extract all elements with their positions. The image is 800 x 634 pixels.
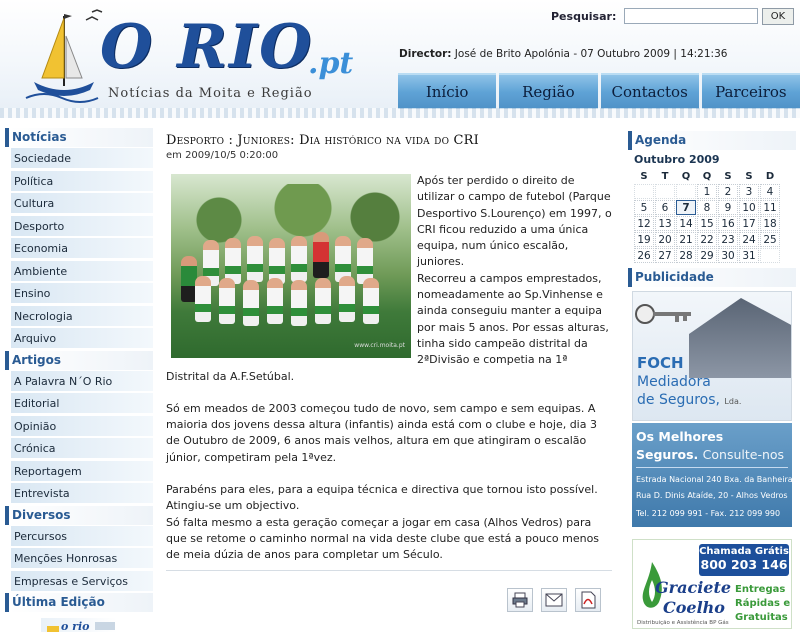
svg-text:o rio: o rio (61, 620, 90, 632)
calendar-day[interactable]: 24 (739, 232, 759, 247)
article-title: Desporto : Juniores: Dia histórico na vida do CRI (166, 133, 479, 148)
calendar-day[interactable]: 30 (718, 248, 738, 263)
sidebar-item-empresas-servicos[interactable]: Empresas e Serviços (11, 571, 153, 592)
right-sidebar (628, 131, 796, 629)
search-label: Pesquisar: (551, 10, 617, 23)
calendar-day[interactable]: 14 (676, 216, 696, 231)
article-body (166, 173, 612, 564)
weekday-sun: D (765, 170, 775, 182)
main-nav (398, 73, 800, 109)
calendar-week (634, 232, 780, 247)
printer-icon (512, 592, 528, 608)
weekday-thu: Q (702, 170, 712, 182)
section-ultima-edicao: Última Edição (5, 593, 153, 612)
ad-blue-phone: Tel. 212 099 991 - Fax. 212 099 990 (636, 509, 781, 518)
calendar-day[interactable]: 19 (634, 232, 654, 247)
calendar-day[interactable]: 5 (634, 200, 654, 215)
calendar-day[interactable]: 23 (718, 232, 738, 247)
chamada-gratis-box (699, 544, 789, 576)
director-text: José de Brito Apolónia - 07 Outubro 2009 | 14:21:36 (454, 48, 728, 60)
sidebar-item-mencoes-honrosas[interactable]: Menções Honrosas (11, 548, 153, 569)
photo-trees (171, 184, 411, 244)
ad-foch-seguros[interactable] (632, 291, 792, 421)
foch-line2 (637, 392, 741, 408)
section-noticias: Notícias (5, 128, 153, 147)
calendar (633, 168, 781, 264)
sidebar-item-opiniao[interactable]: Opinião (11, 416, 153, 437)
calendar-day[interactable]: 4 (760, 184, 780, 199)
calendar-month: Outubro 2009 (634, 153, 720, 166)
calendar-day[interactable]: 7 (676, 200, 696, 215)
logo-title[interactable]: O RIO (100, 12, 314, 82)
calendar-week (634, 184, 780, 199)
sidebar-item-economia[interactable]: Economia (11, 238, 153, 259)
sidebar-item-politica[interactable]: Política (11, 171, 153, 192)
section-diversos: Diversos (5, 506, 153, 525)
calendar-empty-cell (634, 184, 654, 199)
calendar-day[interactable]: 25 (760, 232, 780, 247)
ad-blue-line2 (636, 447, 784, 462)
calendar-day[interactable]: 20 (655, 232, 675, 247)
director-line (399, 48, 727, 60)
weekday-sat: S (745, 170, 753, 182)
sidebar-item-cultura[interactable]: Cultura (11, 193, 153, 214)
calendar-day[interactable]: 6 (655, 200, 675, 215)
sidebar-item-necrologia[interactable]: Necrologia (11, 306, 153, 327)
weekday-tue: T (661, 170, 669, 182)
foch-suffix: Lda. (724, 397, 742, 406)
sidebar-item-editorial[interactable]: Editorial (11, 393, 153, 414)
ad-blue-address2: Rua D. Dinis Ataíde, 20 - Alhos Vedros (636, 491, 788, 500)
key-icon (635, 300, 695, 330)
sidebar-item-cronica[interactable]: Crónica (11, 438, 153, 459)
search-button[interactable]: OK (762, 8, 794, 25)
director-label: Director: (399, 48, 452, 60)
article-paragraph-3: Parabéns para eles, para a equipa técnica e directiva que tornou isto possível. Atingiu-se um objectivo. Só falta mesmo a esta geração começar a jogar em casa (Alhos Vedros) para que se retome o caminho normal na vida deste clube que está a pouco menos de meia dúzia de anos para completar um Século. (166, 483, 600, 562)
ad-blue-separator (636, 467, 788, 468)
pdf-button[interactable] (575, 588, 601, 612)
calendar-empty-cell (676, 184, 696, 199)
foch-name: FOCH (637, 354, 684, 372)
article (166, 133, 612, 571)
sidebar-item-ambiente[interactable]: Ambiente (11, 261, 153, 282)
section-artigos: Artigos (5, 351, 153, 370)
house-illustration (689, 298, 792, 378)
sidebar-item-entrevista[interactable]: Entrevista (11, 483, 153, 504)
calendar-day[interactable]: 11 (760, 200, 780, 215)
entregas-line3: Gratuitas (735, 612, 788, 623)
calendar-days (634, 184, 780, 263)
calendar-day[interactable]: 2 (718, 184, 738, 199)
ad-blue-line2-text: Seguros. (636, 447, 699, 462)
nav-inicio[interactable]: Início (398, 73, 496, 109)
ad-graciete-coelho[interactable] (632, 539, 792, 629)
print-button[interactable] (507, 588, 533, 612)
calendar-day[interactable]: 12 (634, 216, 654, 231)
weekday-fri: S (724, 170, 732, 182)
logo-tld[interactable]: .pt (308, 46, 354, 81)
calendar-day[interactable]: 21 (676, 232, 696, 247)
calendar-empty-cell (655, 184, 675, 199)
section-agenda: Agenda (628, 131, 796, 150)
graciete-subtitle: Distribuição e Assistência BP Gás (637, 620, 729, 626)
ad-blue-consulte: Consulte-nos (702, 447, 785, 462)
calendar-day[interactable]: 1 (697, 184, 717, 199)
nav-regiao[interactable]: Região (499, 73, 597, 109)
team-photo[interactable] (171, 174, 411, 358)
article-paragraph-1: Após ter perdido o direito de utilizar o campo de futebol (Parque Desportivo S.Lourenço) em 1997, o CRI ficou reduzido a uma única equipa, num único escalão, juniores. Recorreu a campos emprestados, nomeadamente ao Sp.Vinhense e ainda conseguiu manter a equipa por mais 5 anos. Por essas alturas, tinha sido campeão distrital da 2ªDivisão e competia na 1ª Distrital da A.F.Setúbal. (166, 174, 612, 383)
nav-parceiros[interactable]: Parceiros (702, 73, 800, 109)
email-button[interactable] (541, 588, 567, 612)
nav-contactos[interactable]: Contactos (601, 73, 699, 109)
graciete-name: Graciete (655, 578, 732, 597)
calendar-day[interactable]: 8 (697, 200, 717, 215)
calendar-week (634, 216, 780, 231)
weekday-wed: Q (681, 170, 691, 182)
pdf-icon (580, 591, 596, 609)
calendar-day[interactable]: 31 (739, 248, 759, 263)
calendar-week (634, 200, 780, 215)
sidebar-item-ensino[interactable]: Ensino (11, 283, 153, 304)
chamada-label: Chamada Grátis (699, 546, 789, 557)
ad-melhores-seguros[interactable] (632, 423, 792, 527)
calendar-day[interactable]: 29 (697, 248, 717, 263)
sidebar-item-percursos[interactable]: Percursos (11, 526, 153, 547)
section-publicidade: Publicidade (628, 268, 796, 287)
sidebar-item-a-palavra[interactable]: A Palavra N´O Rio (11, 371, 153, 392)
header-wave-divider (0, 108, 800, 118)
chamada-phone: 800 203 146 (700, 557, 788, 572)
photo-caption: www.cri.moita.pt (354, 341, 405, 349)
calendar-day[interactable]: 28 (676, 248, 696, 263)
weekday-mon: S (640, 170, 648, 182)
calendar-day[interactable]: 26 (634, 248, 654, 263)
calendar-day[interactable]: 13 (655, 216, 675, 231)
entregas-line2: Rápidas e (735, 598, 791, 609)
entregas-line1: Entregas (735, 584, 786, 595)
article-date: em 2009/10/5 0:20:00 (166, 150, 279, 161)
last-edition-thumbnail[interactable] (41, 618, 117, 632)
calendar-day[interactable]: 17 (739, 216, 759, 231)
article-paragraph-2: Só em meados de 2003 começou tudo de novo, sem campo e sem equipas. A maioria dos jovens dessa altura (infantis) ainda está com o clube e hoje, dia 3 de Outubro de 2009, 6 anos mais velhos, altura em que atingiram o escalão júnior, competiram pela 1ªvez. (166, 401, 597, 464)
site-header (0, 0, 800, 118)
calendar-week (634, 248, 780, 263)
calendar-empty-cell (760, 248, 780, 263)
sidebar-item-sociedade[interactable]: Sociedade (11, 148, 153, 169)
calendar-day[interactable]: 22 (697, 232, 717, 247)
calendar-day[interactable]: 27 (655, 248, 675, 263)
calendar-day[interactable]: 16 (718, 216, 738, 231)
calendar-day[interactable]: 3 (739, 184, 759, 199)
ad-blue-line1: Os Melhores (636, 429, 724, 444)
calendar-day[interactable]: 18 (760, 216, 780, 231)
article-tools (507, 588, 601, 612)
calendar-day[interactable]: 15 (697, 216, 717, 231)
foch-line2-text: de Seguros, (637, 392, 720, 408)
sidebar-item-reportagem[interactable]: Reportagem (11, 461, 153, 482)
article-divider (166, 570, 612, 571)
logo-subtitle: Notícias da Moita e Região (108, 86, 313, 101)
newspaper-cover-icon (41, 618, 117, 632)
coelho-name: Coelho (663, 598, 725, 617)
left-sidebar (5, 128, 153, 632)
sidebar-item-arquivo[interactable]: Arquivo (11, 328, 153, 349)
search-input[interactable] (624, 8, 758, 24)
foch-line1: Mediadora (637, 374, 711, 390)
calendar-day[interactable]: 9 (718, 200, 738, 215)
envelope-icon (545, 593, 563, 607)
calendar-day[interactable]: 10 (739, 200, 759, 215)
sidebar-item-desporto[interactable]: Desporto (11, 216, 153, 237)
photo-players (181, 236, 401, 328)
ad-blue-address1: Estrada Nacional 240 Bxa. da Banheira (636, 475, 793, 484)
sailboat-logo-icon (20, 6, 110, 106)
